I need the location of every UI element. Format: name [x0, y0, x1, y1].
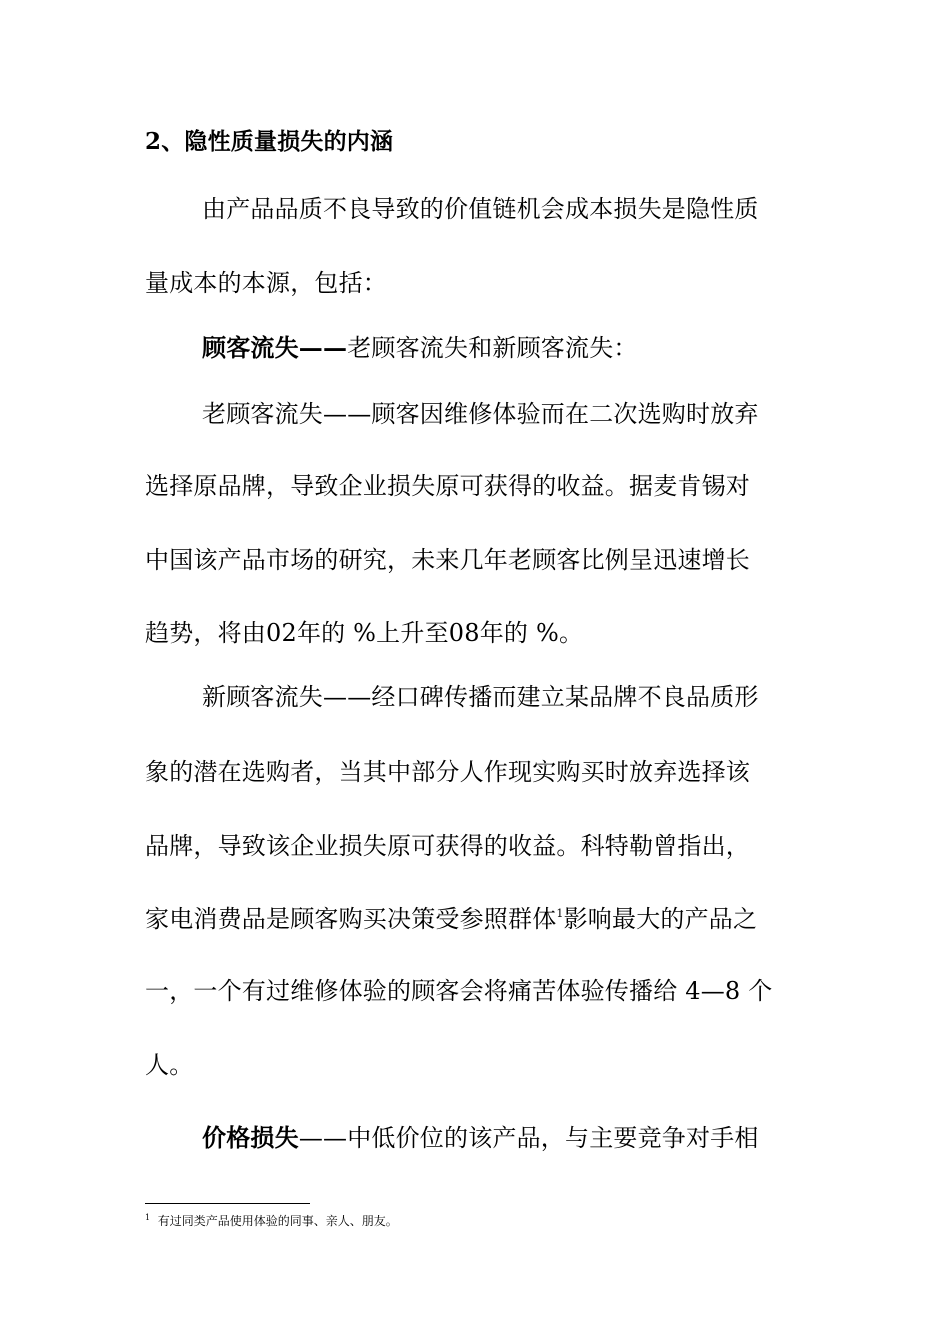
paragraph-line	[145, 899, 757, 939]
section-heading: 2、隐性质量损失的内涵	[145, 128, 394, 155]
list-item-customer-loss	[202, 328, 638, 368]
paragraph-line: 选择原品牌，导致企业损失原可获得的收益。据麦肯锡对	[145, 472, 750, 500]
list-item-title: 价格损失	[202, 1123, 299, 1152]
footnote-separator	[145, 1203, 310, 1204]
paragraph-line: 象的潜在选购者，当其中部分人作现实购买时放弃选择该	[145, 758, 750, 786]
footnote-reference[interactable]: 1	[556, 907, 564, 920]
list-item-price-loss	[202, 1118, 759, 1158]
footnote-mark: 1	[145, 1213, 151, 1222]
paragraph-line: 新顾客流失——经口碑传播而建立某品牌不良品质形	[202, 683, 759, 711]
paragraph-line: 品牌，导致该企业损失原可获得的收益。科特勒曾指出，	[145, 832, 750, 860]
paragraph-line: 由产品品质不良导致的价值链机会成本损失是隐性质	[202, 195, 759, 223]
paragraph-line: 趋势，将由02年的 %上升至08年的 %。	[145, 619, 584, 647]
text-span: 影响最大的产品之	[563, 905, 758, 933]
footnote	[145, 1212, 398, 1230]
paragraph-line: 一，一个有过维修体验的顾客会将痛苦体验传播给 4—8 个	[145, 977, 773, 1005]
text-span: 家电消费品是顾客购买决策受参照群体	[145, 905, 557, 933]
list-item-text: ——中低价位的该产品，与主要竞争对手相	[298, 1124, 759, 1152]
paragraph-line: 中国该产品市场的研究，未来几年老顾客比例呈迅速增长	[145, 546, 750, 574]
list-item-text: 老顾客流失和新顾客流失：	[347, 334, 638, 362]
paragraph-line: 老顾客流失——顾客因维修体验而在二次选购时放弃	[202, 400, 759, 428]
list-item-title: 顾客流失——	[202, 333, 348, 362]
paragraph-line: 人。	[145, 1051, 194, 1079]
footnote-text: 有过同类产品使用体验的同事、亲人、朋友。	[157, 1214, 398, 1228]
paragraph-line: 量成本的本源，包括：	[145, 269, 387, 297]
